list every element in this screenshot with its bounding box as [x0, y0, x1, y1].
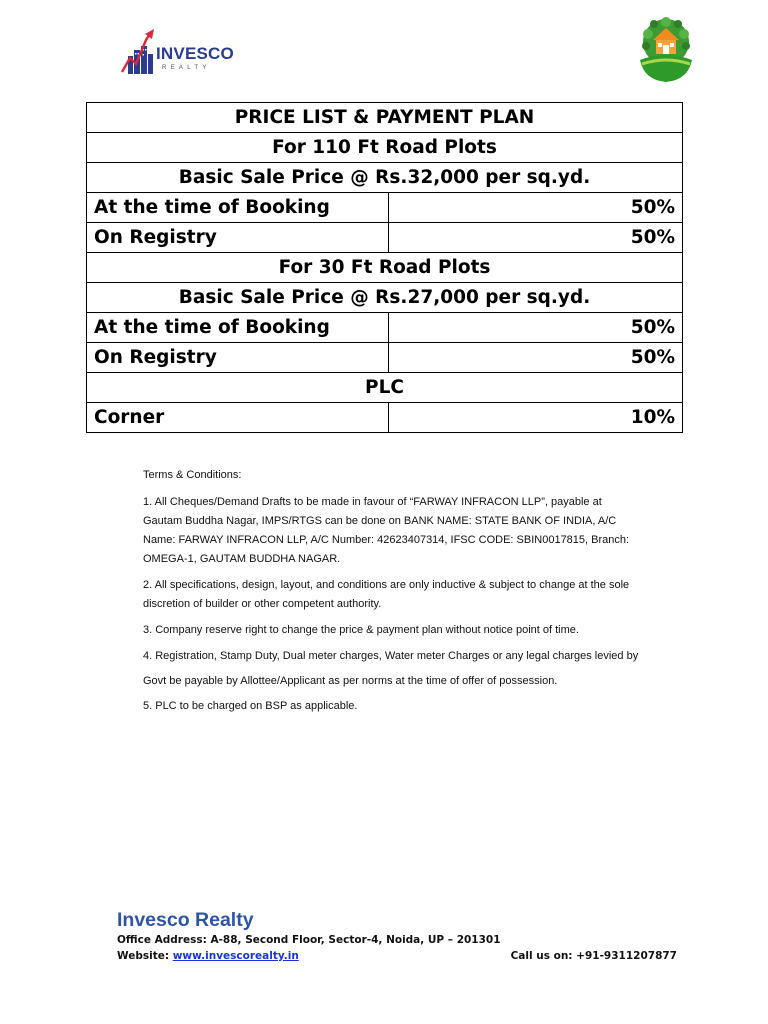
- table-row: [87, 343, 683, 373]
- basic-sale-price: Basic Sale Price @ Rs.32,000 per sq.yd.: [87, 163, 683, 193]
- row-value: 50%: [389, 313, 683, 343]
- logo-tagline: REALTY: [162, 65, 211, 71]
- skyline-arrow-icon: [120, 26, 160, 78]
- table-row: [87, 403, 683, 433]
- row-label: At the time of Booking: [87, 193, 389, 223]
- basic-sale-price: Basic Sale Price @ Rs.27,000 per sq.yd.: [87, 283, 683, 313]
- plc-heading: PLC: [87, 373, 683, 403]
- website-label: Website:: [117, 950, 170, 962]
- footer-company-name: Invesco Realty: [117, 909, 254, 931]
- row-value: 10%: [389, 403, 683, 433]
- website-block: [117, 948, 299, 964]
- row-label: On Registry: [87, 223, 389, 253]
- section-heading: For 30 Ft Road Plots: [87, 253, 683, 283]
- table-row: [87, 313, 683, 343]
- logo-wordmark: INVESCO: [156, 44, 234, 63]
- terms-item: 5. PLC to be charged on BSP as applicable.: [143, 700, 358, 712]
- house-tree-logo-icon: [636, 14, 696, 84]
- table-row: [87, 373, 683, 403]
- terms-item: 3. Company reserve right to change the price & payment plan without notice point of time.: [143, 624, 579, 636]
- section-heading: For 110 Ft Road Plots: [87, 133, 683, 163]
- row-label: On Registry: [87, 343, 389, 373]
- terms-item: 1. All Cheques/Demand Drafts to be made in favour of “FARWAY INFRACON LLP”, payable at Gautam Buddha Nagar, IMPS/RTGS can be done on BANK NAME: STATE BANK OF INDIA, A/C Name: FARWAY INFRACON LLP, A/C Number: 42623407314, IFSC CODE: SBIN0017815, Branch: OMEGA-1, GAUTAM BUDDHA NAGAR.: [143, 496, 630, 565]
- table-row: [87, 163, 683, 193]
- terms-title: Terms & Conditions:: [143, 469, 242, 481]
- table-title: PRICE LIST & PAYMENT PLAN: [87, 103, 683, 133]
- row-label: At the time of Booking: [87, 313, 389, 343]
- row-label: Corner: [87, 403, 389, 433]
- price-table: [86, 102, 683, 433]
- footer: [117, 908, 677, 964]
- row-value: 50%: [389, 223, 683, 253]
- table-row: [87, 133, 683, 163]
- table-row: [87, 283, 683, 313]
- website-link[interactable]: www.invescorealty.in: [172, 950, 299, 962]
- invesco-logo: [120, 26, 234, 78]
- footer-contact-row: [117, 948, 677, 964]
- table-row: [87, 193, 683, 223]
- terms-item: 2. All specifications, design, layout, and conditions are only inductive & subject to change at the sole discretion of builder or other competent authority.: [143, 579, 630, 610]
- terms-and-conditions: [143, 466, 643, 723]
- table-row: [87, 253, 683, 283]
- row-value: 50%: [389, 343, 683, 373]
- office-address: Office Address: A-88, Second Floor, Sector-4, Noida, UP – 201301: [117, 934, 501, 946]
- table-row: [87, 223, 683, 253]
- row-value: 50%: [389, 193, 683, 223]
- table-row: [87, 103, 683, 133]
- terms-item: 4. Registration, Stamp Duty, Dual meter charges, Water meter Charges or any legal charges levied by Govt be payable by Allottee/Applicant as per norms at the time of offer of possession.: [143, 650, 639, 687]
- phone-number: Call us on: +91-9311207877: [510, 950, 677, 962]
